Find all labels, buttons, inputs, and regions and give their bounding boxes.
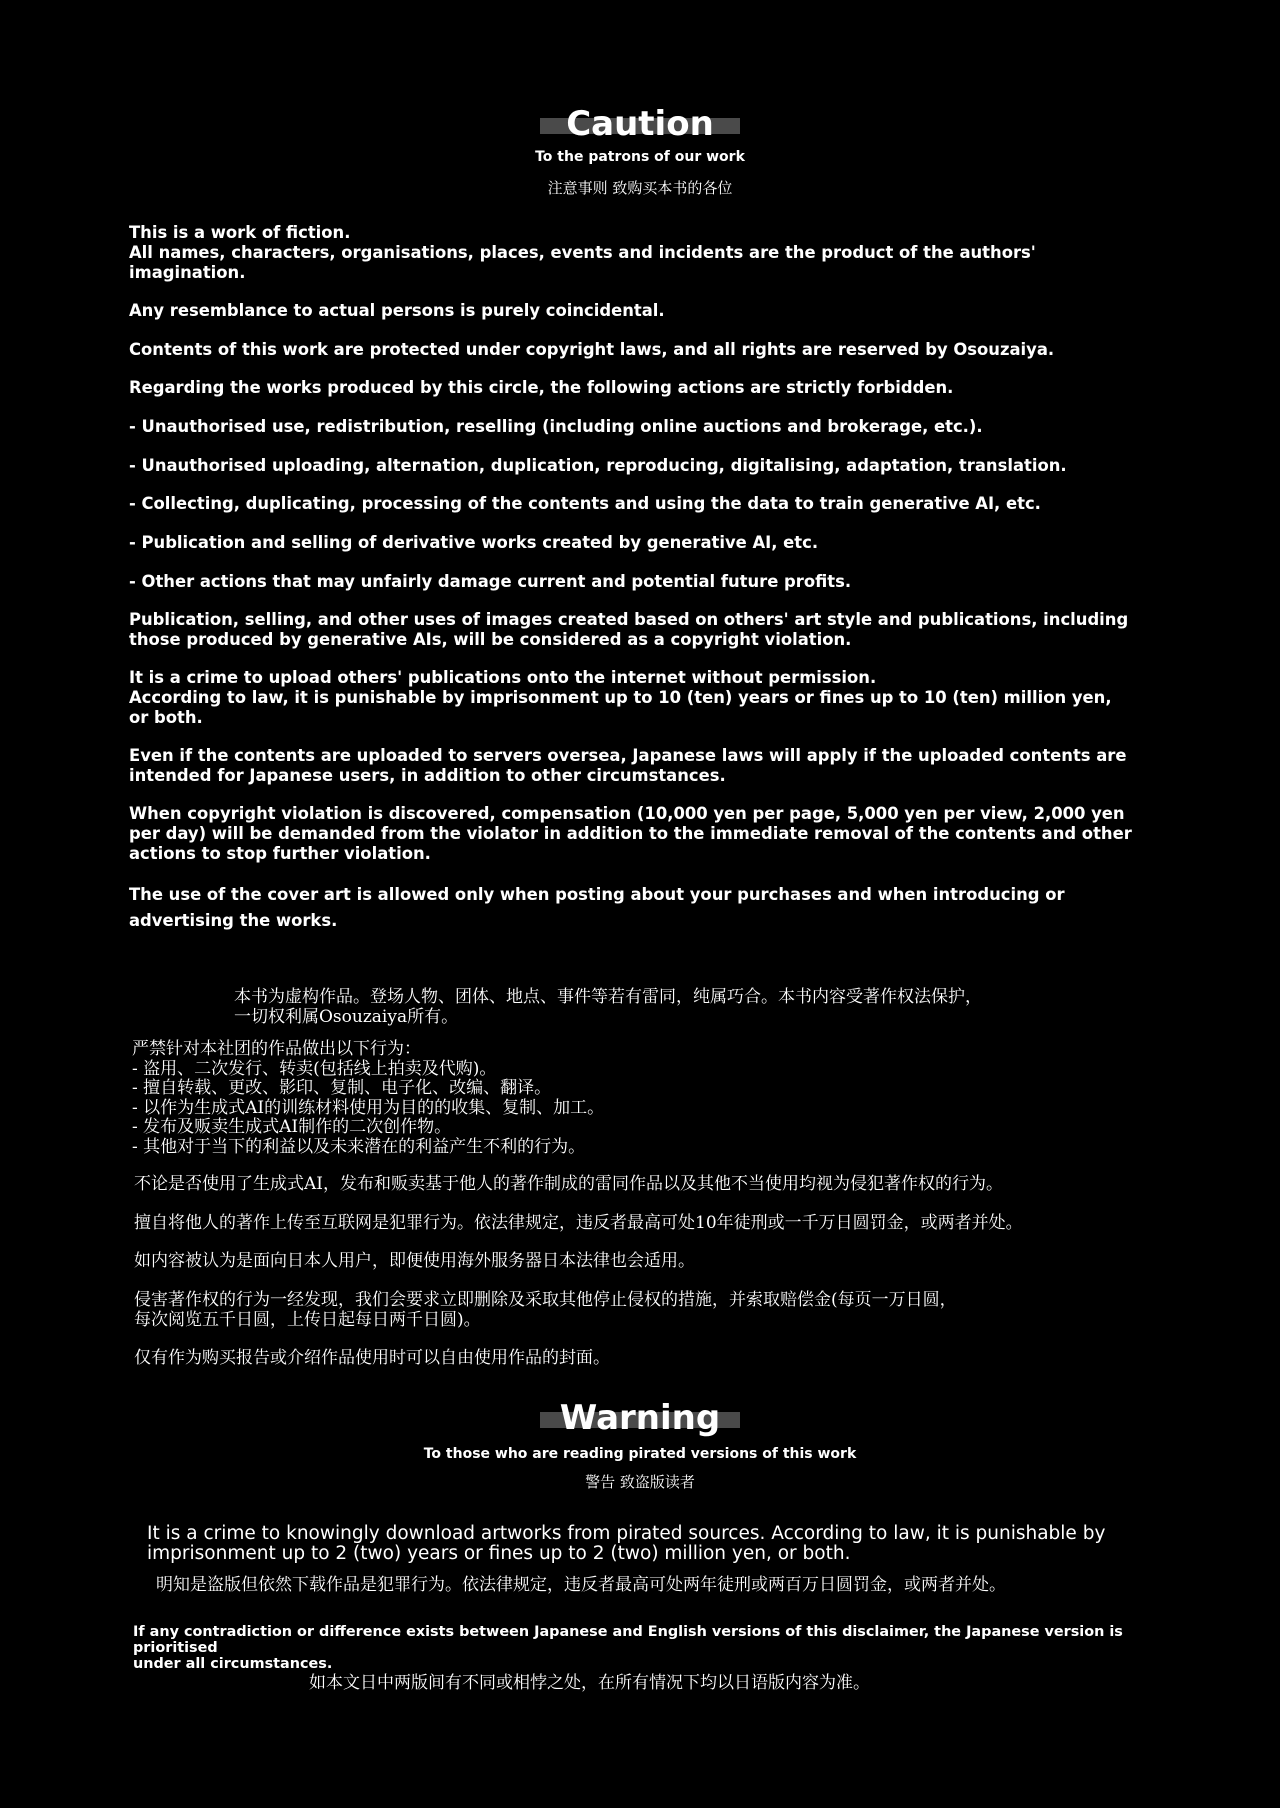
en-list-item-other-actions: - Other actions that may unfairly damage current and potential future profits. — [129, 572, 852, 591]
cn-paragraph-fiction: 本书为虚构作品。登场人物、团体、地点、事件等若有雷同，纯属巧合。本书内容受著作权法保护， 一切权利属Osouzaiya所有。 — [234, 987, 982, 1027]
cn-paragraph-compensation: 侵害著作权的行为一经发现，我们会要求立即删除及采取其他停止侵权的措施，并索取赔偿金(每页一万日圆， 每次阅览五千日圆，上传日起每日两千日圆)。 — [134, 1290, 957, 1330]
warning-body-en: It is a crime to knowingly download artworks from pirated sources. According to law, it is punishable by imprisonment up to 2 (two) years or fines up to 2 (two) million yen, or both. — [147, 1523, 1106, 1564]
en-paragraph-cover-art: The use of the cover art is allowed only when posting about your purchases and when introducing or advertising the works. — [129, 885, 1065, 930]
en-paragraph-fiction: This is a work of fiction. All names, characters, organisations, places, events and incidents are the product of the authors' imagination. — [129, 223, 1036, 282]
warning-subtitle-en: To those who are reading pirated versions of this work — [423, 1446, 857, 1462]
caution-subtitle-en: To the patrons of our work — [535, 149, 745, 165]
en-list-item-unauthorised-use: - Unauthorised use, redistribution, reselling (including online auctions and brokerage, etc.). — [129, 417, 983, 436]
en-list-item-ai-training: - Collecting, duplicating, processing of the contents and using the data to train generative AI, etc. — [129, 494, 1041, 513]
cn-paragraph-forbidden-list: 严禁针对本社团的作品做出以下行为： - 盗用、二次发行、转卖(包括线上拍卖及代购)。 - 擅自转载、更改、影印、复制、电子化、改编、翻译。 - 以作为生成式AI的训练材料使用为目的的收集、复制、加工。 - 发布及贩卖生成式AI制作的二次创作物。 - 其他对于当下的利益以及未来潜在的利益产生不利的行为。 — [132, 1039, 605, 1157]
en-paragraph-upload-crime: It is a crime to upload others' publications onto the internet without permission. According to law, it is punishable by imprisonment up to 10 (ten) years or fines up to 10 (ten) million yen, or both. — [129, 668, 1112, 727]
disclaimer-en: If any contradiction or difference exists between Japanese and English versions of this disclaimer, the Japanese version is prioritised under all circumstances. — [133, 1624, 1123, 1672]
en-paragraph-overseas-servers: Even if the contents are uploaded to servers oversea, Japanese laws will apply if the uploaded contents are intended for Japanese users, in addition to other circumstances. — [129, 746, 1127, 785]
warning-subtitle-cn: 警告 致盗版读者 — [585, 1473, 695, 1491]
en-paragraph-copyright: Contents of this work are protected under copyright laws, and all rights are reserved by Osouzaiya. — [129, 340, 1055, 359]
en-paragraph-forbidden-intro: Regarding the works produced by this circle, the following actions are strictly forbidden. — [129, 378, 954, 397]
cn-paragraph-upload-crime: 擅自将他人的著作上传至互联网是犯罪行为。依法律规定，违反者最高可处10年徒刑或一千万日圆罚金，或两者并处。 — [134, 1213, 1023, 1233]
warning-header — [0, 1398, 1280, 1438]
cn-paragraph-ai-violation: 不论是否使用了生成式AI，发布和贩卖基于他人的著作制成的雷同作品以及其他不当使用均视为侵犯著作权的行为。 — [134, 1174, 1003, 1194]
cn-paragraph-cover-art: 仅有作为购买报告或介绍作品使用时可以自由使用作品的封面。 — [134, 1348, 610, 1368]
caution-header — [0, 104, 1280, 144]
en-list-item-ai-derivative: - Publication and selling of derivative works created by generative AI, etc. — [129, 533, 819, 552]
warning-title: Warning — [559, 1398, 721, 1438]
cn-paragraph-overseas: 如内容被认为是面向日本人用户，即便使用海外服务器日本法律也会适用。 — [134, 1251, 695, 1271]
en-paragraph-resemblance: Any resemblance to actual persons is purely coincidental. — [129, 301, 665, 320]
caution-title: Caution — [566, 104, 714, 144]
en-list-item-unauthorised-upload: - Unauthorised uploading, alternation, duplication, reproducing, digitalising, adaptation, translation. — [129, 456, 1067, 475]
disclaimer-cn: 如本文日中两版间有不同或相悖之处，在所有情况下均以日语版内容为准。 — [309, 1673, 870, 1693]
caution-subtitle-cn: 注意事则 致购买本书的各位 — [547, 179, 733, 197]
en-paragraph-art-style: Publication, selling, and other uses of images created based on others' art style and publications, including those produced by generative AIs, will be considered as a copyright violation. — [129, 610, 1129, 649]
warning-body-cn: 明知是盗版但依然下载作品是犯罪行为。依法律规定，违反者最高可处两年徒刑或两百万日圆罚金，或两者并处。 — [156, 1575, 1006, 1595]
en-paragraph-compensation: When copyright violation is discovered, compensation (10,000 yen per page, 5,000 yen per view, 2,000 yen per day) will be demanded from the violator in addition to the immediate removal of the contents and other actions to stop further violation. — [129, 804, 1132, 863]
